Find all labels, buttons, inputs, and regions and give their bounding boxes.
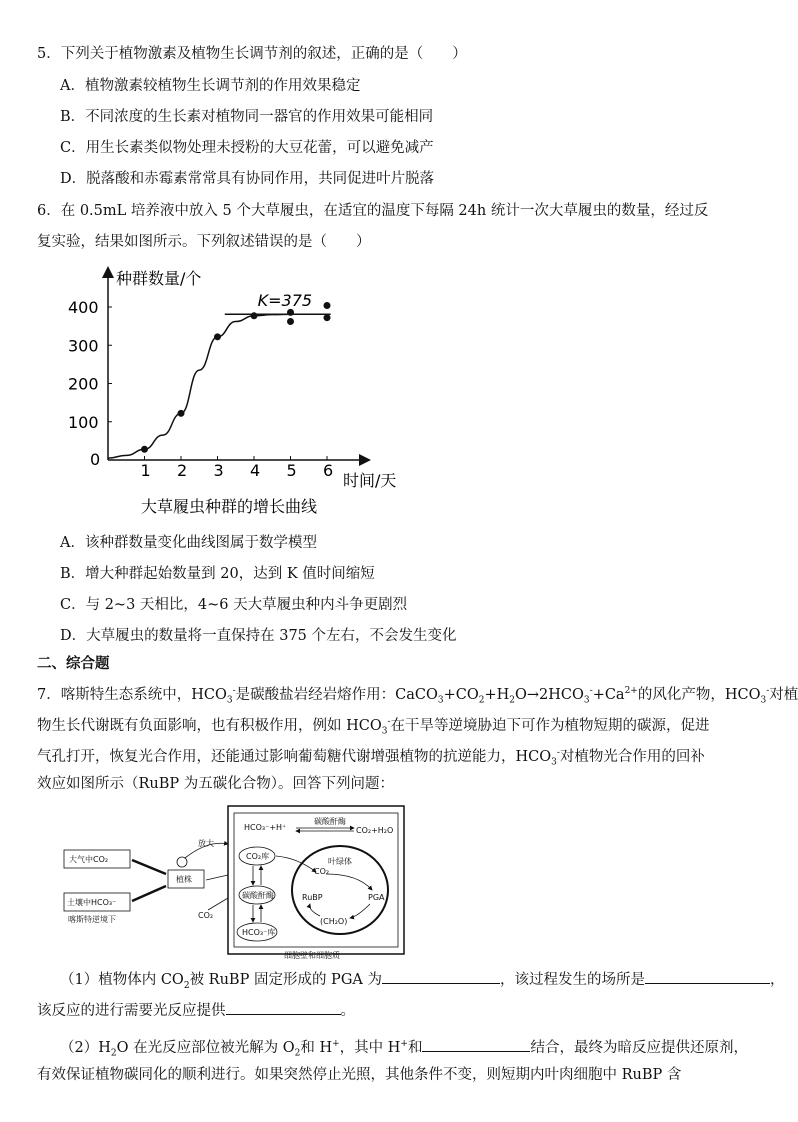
answer-blank-2[interactable] [645,969,770,984]
population-growth-chart [60,262,420,522]
y-tick-label: 300 [68,336,99,356]
svg-text:CO₂: CO₂ [198,911,214,920]
answer-blank-4[interactable] [422,1037,530,1052]
q7-part1-line2: 该反应的进行需要光反应提供 。 [37,1000,355,1021]
svg-text:CO₂+H₂O: CO₂+H₂O [356,826,394,835]
q6-stem-line2: 复实验，结果如图所示。下列叙述错误的是（ ） [37,234,371,250]
q5-option-c: C．用生长素类似物处理未授粉的大豆花蕾，可以避免减产 [60,140,434,156]
x-tick-label: 3 [213,461,224,480]
svg-text:放大: 放大 [198,839,214,848]
svg-text:PGA: PGA [368,893,385,902]
soil-plant-arrow [132,886,166,901]
magnify-circle [177,857,187,867]
y-tick-label: 200 [68,374,99,394]
q6-option-d: D．大草履虫的数量将一直保持在 375 个左右，不会发生变化 [60,628,457,644]
svg-text:RuBP: RuBP [302,893,323,902]
photosynthesis-diagram [58,800,418,960]
q5-option-a: A．植物激素较植物生长调节剂的作用效果稳定 [60,78,361,94]
y-tick-label: 400 [68,298,99,317]
svg-text:喀斯特逆境下: 喀斯特逆境下 [68,915,116,924]
q7-part2-line2: 有效保证植物碳同化的顺利进行。如果突然停止光照，其他条件不变，则短期内叶肉细胞中 RuBP 含 [37,1067,682,1083]
q6-option-a: A．该种群数量变化曲线图属于数学模型 [60,535,317,551]
q5-option-b: B．不同浓度的生长素对植物同一器官的作用效果可能相同 [60,109,434,125]
x-tick-label: 1 [140,461,151,480]
x-tick-label: 2 [177,461,188,480]
q7-line1: 7．喀斯特生态系统中，$HCO_3^-$是碳酸盐岩经岩熔作用：$CaCO_3+CO_2+H_2O\to 2HCO_3^-+Ca^{2+}$的风化产物，$HCO_3^-$对植 [37,686,798,706]
x-tick-label: 0 [90,450,101,469]
svg-text:碳酸酐酶: 碳酸酐酶 [314,817,346,826]
svg-text:大气中CO₂: 大气中CO₂ [69,855,109,864]
k-annotation: K=375 [257,290,313,310]
data-point [324,314,331,321]
atm-plant-arrow [132,860,166,874]
data-point [251,312,258,319]
x-tick-label: 6 [323,461,334,480]
x-axis-label: 时间/天 [343,471,397,490]
svg-text:土壤中HCO₃⁻: 土壤中HCO₃⁻ [67,898,117,907]
svg-text:HCO₃⁻库: HCO₃⁻库 [242,928,276,937]
chart-title: 大草履虫种群的增长曲线 [141,497,318,516]
q5-stem: 5．下列关于植物激素及植物生长调节剂的叙述，正确的是（ ） [37,46,467,62]
y-tick-label: 100 [68,412,99,432]
svg-text:CO₂库: CO₂库 [246,852,270,861]
q5-option-d: D．脱落酸和赤霉素常常具有协同作用，共同促进叶片脱落 [60,171,435,187]
section-heading: 二、综合题 [37,656,110,672]
answer-blank-1[interactable] [382,969,500,984]
x-tick-label: 5 [286,461,297,480]
data-point [287,318,294,325]
q6-option-c: C．与 2~3 天相比，4~6 天大草履虫种内斗争更剧烈 [60,597,408,613]
svg-text:叶绿体: 叶绿体 [328,857,352,866]
svg-text:碳酸酐酶: 碳酸酐酶 [242,891,274,900]
data-point [214,333,221,340]
x-tick-label: 4 [250,461,261,480]
q6-option-b: B．增大种群起始数量到 20，达到 K 值时间缩短 [60,566,375,582]
svg-text:HCO₃⁻+H⁺: HCO₃⁻+H⁺ [244,823,287,832]
data-point [178,410,185,417]
q7-line4: 效应如图所示（RuBP 为五碳化合物）。回答下列问题： [37,776,395,792]
q7-line2: 物生长代谢既有负面影响，也有积极作用，例如 $HCO_3^-$在干旱等逆境胁迫下可作为植物短期的碳源，促进 [37,717,710,737]
svg-text:植株: 植株 [176,875,192,884]
svg-text:细胞壁和细胞质: 细胞壁和细胞质 [284,951,340,960]
svg-text:CO₂: CO₂ [314,867,330,876]
q6-stem-line1: 6．在 0.5mL 培养液中放入 5 个大草履虫，在适宜的温度下每隔 24h 统计一次大草履虫的数量，经过反 [37,203,709,219]
q7-part1-line1: （1）植物体内 $CO_2$被 RuBP 固定形成的 PGA 为 ，该过程发生的场所是 ， [60,969,784,996]
answer-blank-3[interactable] [226,1000,341,1015]
svg-text:(CH₂O): (CH₂O) [320,917,348,926]
data-point [324,302,331,309]
data-point [287,309,294,316]
q7-line3: 气孔打开，恢复光合作用，还能通过影响葡萄糖代谢增强植物的抗逆能力，$HCO_3^-$对植物光合作用的回补 [37,748,705,768]
q7-part2-line1: $(2)H_2O$ 在光反应部位被光解为 $O_2$和 H+，其中 H+和 结合，最终为暗反应提供还原剂， [60,1034,748,1064]
y-axis-label: 种群数量/个 [116,269,202,288]
data-point [141,446,148,453]
